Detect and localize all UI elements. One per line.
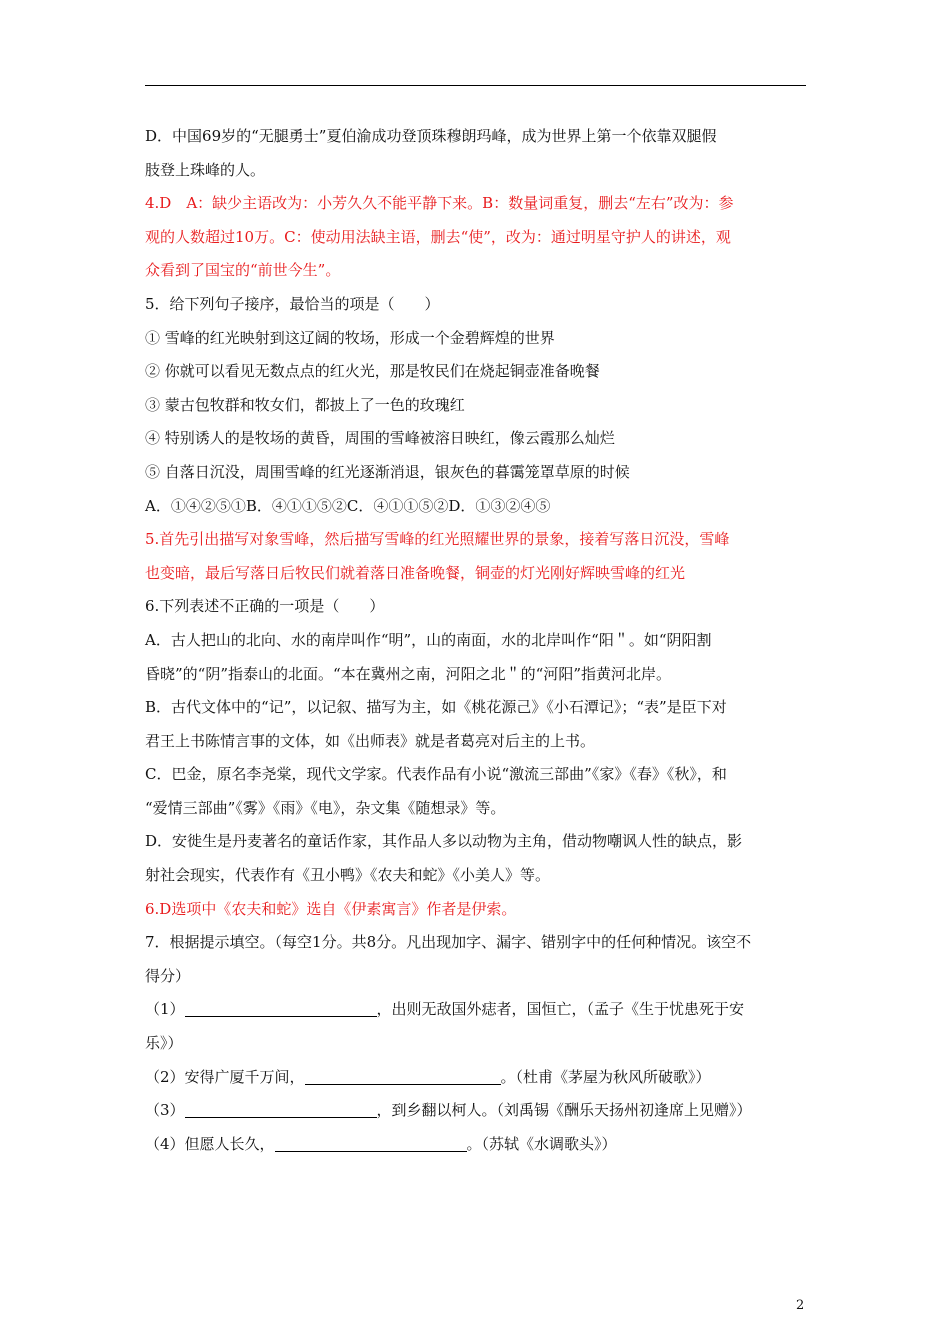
answer-explanation-line: 观的人数超过10万。C：使动用法缺主语，删去“使”，改为：通过明星守护人的讲述，观 — [145, 227, 731, 246]
text-line: B．古代文体中的“记”，以记叙、描写为主，如《桃花源己》《小石潭记》；“表”是臣下对 — [145, 698, 727, 717]
answer-explanation-line: 6.D选项中《农夫和蛇》选自《伊素寓言》作者是伊索。 — [145, 899, 517, 918]
text-line: 昏晓”的“阴”指泰山的北面。“本在冀州之南，河阳之北＂的“河阳”指黄河北岸。 — [145, 664, 672, 683]
text-line: D．安徙生是丹麦著名的童话作家，其作品人多以动物为主角，借动物嘲讽人性的缺点，影 — [145, 832, 743, 851]
text-line: ② 你就可以看见无数点点的红火光，那是牧民们在烧起铜壶准备晚餐 — [145, 362, 600, 381]
answer-blank-3[interactable] — [185, 1101, 377, 1118]
text-line: D．中国69岁的“无腿勇士”夏伯渝成功登顶珠穆朗玛峰，成为世界上第一个依靠双腿假 — [145, 127, 717, 145]
text-lines — [145, 120, 807, 993]
text-line: “爱情三部曲”《雾》《雨》《电》，杂文集《随想录》等。 — [145, 798, 506, 817]
answer-explanation-line: 也变暗，最后写落日后牧民们就着落日准备晚餐，铜壶的灯光刚好辉映雪峰的红光 — [145, 563, 686, 582]
answer-blank-4[interactable] — [275, 1135, 467, 1152]
text-line: ④ 特别诱人的是牧场的黄昏，周围的雪峰被溶日映红，像云霞那么灿烂 — [145, 429, 615, 448]
text-line: 7．根据提示填空。（每空1分。共8分。凡出现加字、漏字、错别字中的任何种情况。该空不 — [145, 933, 752, 952]
text-line: 君王上书陈情言事的文体，如《出师表》就是者葛亮对后主的上书。 — [145, 731, 596, 750]
text-line: A．①④②⑤①B．④①①⑤②C．④①①⑤②D．①③②④⑤ — [145, 496, 551, 515]
answer-explanation-line: 5.首先引出描写对象雪峰，然后描写雪峰的红光照耀世界的景象，接着写落日沉没，雪峰 — [145, 530, 730, 549]
text-line: ⑤ 自落日沉没，周围雪峰的红光逐渐消退，银灰色的暮霭笼罩草原的时候 — [145, 462, 630, 481]
fill-blank-1-cont: 乐》） — [145, 1034, 183, 1053]
answer-blank-1[interactable] — [185, 1000, 377, 1017]
fill-blank-4: （4）但愿人长久， 。（苏轼《水调歌头》） — [145, 1134, 617, 1153]
text-line: C．巴金，原名李尧棠，现代文学家。代表作品有小说“激流三部曲”《家》《春》《秋》，和 — [145, 765, 727, 784]
fill-blank-3: （3） ，到乡翻以柯人。（刘禹锡《酬乐天扬州初逢席上见赠》） — [145, 1101, 752, 1120]
text-line: 得分） — [145, 966, 191, 985]
text-line: 5．给下列句子接序，最恰当的项是（ ） — [145, 294, 440, 313]
answer-explanation-line: 4.D A：缺少主语改为：小芳久久不能平静下来。B：数量词重复，删去“左右”改为：参 — [145, 194, 734, 213]
answer-blank-2[interactable] — [305, 1068, 501, 1085]
document-body — [145, 120, 807, 1161]
text-line: ③ 蒙古包牧群和牧女们，都披上了一色的玫瑰红 — [145, 395, 465, 414]
header-rule — [145, 85, 806, 86]
text-line: A．古人把山的北向、水的南岸叫作“明”，山的南面，水的北岸叫作“阳＂。如“阴阳割 — [145, 630, 712, 649]
fill-blank-2: （2）安得广厦千万间， 。（杜甫《茅屋为秋风所破歌》） — [145, 1067, 711, 1086]
answer-explanation-line: 众看到了国宝的“前世今生”。 — [145, 261, 341, 280]
page-number: 2 — [796, 1298, 805, 1313]
text-line: 肢登上珠峰的人。 — [145, 160, 266, 179]
text-line: 6.下列表述不正确的一项是（ ） — [145, 597, 385, 616]
fill-blank-1: （1） ，出则无敌国外痣者，国恒亡，（孟子《生于忧患死于安 — [145, 1000, 745, 1019]
text-line: ① 雪峰的红光映射到这辽阔的牧场，形成一个金碧辉煌的世界 — [145, 328, 555, 347]
text-line: 射社会现实，代表作有《丑小鸭》《农夫和蛇》《小美人》等。 — [145, 866, 551, 885]
